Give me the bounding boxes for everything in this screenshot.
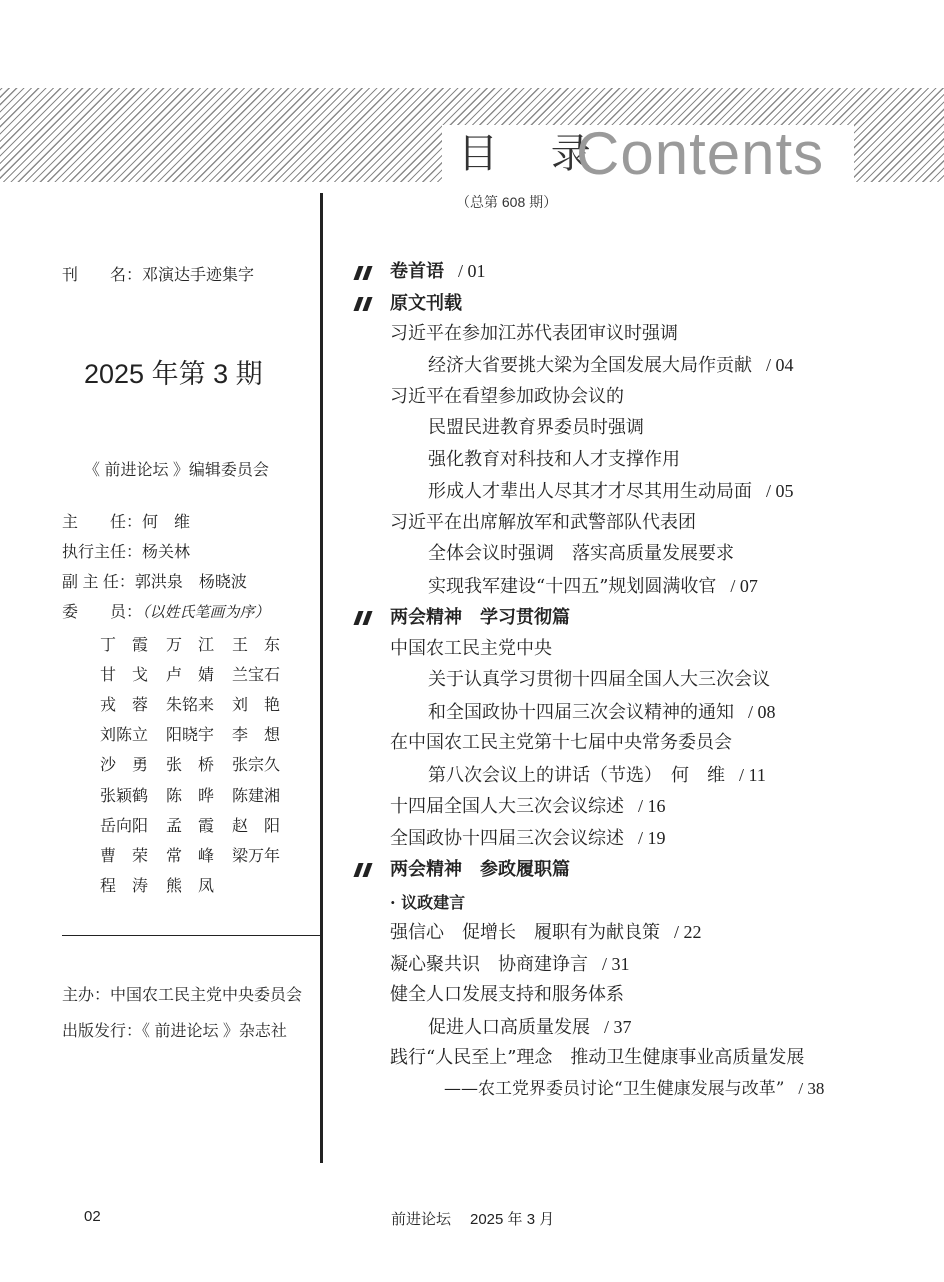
deputy-director-row: 副 主 任：郭洪泉 杨晓波 xyxy=(62,574,247,591)
toc-entry[interactable]: 强化教育对科技和人才支撑作用 xyxy=(428,449,680,470)
section-marker-icon xyxy=(354,266,376,280)
member-name: 刘陈立 xyxy=(100,727,149,745)
editorial-board-title: 《 前进论坛 》编辑委员会 xyxy=(84,462,269,479)
toc-entry[interactable]: 中国农工民主党中央 xyxy=(390,638,552,659)
member-name: 沙 勇 xyxy=(100,757,149,775)
toc-entry[interactable]: 十四届全国人大三次会议综述 / 16 xyxy=(390,796,666,817)
section-marker-icon xyxy=(354,863,376,877)
member-list xyxy=(100,628,298,900)
toc-entry[interactable]: 践行“人民至上”理念 推动卫生健康事业高质量发展 xyxy=(390,1047,805,1068)
toc-section[interactable]: 卷首语 / 01 xyxy=(390,261,486,281)
toc-entry[interactable]: 促进人口高质量发展 / 37 xyxy=(428,1017,632,1038)
members-label-row: 委 员：（以姓氏笔画为序） xyxy=(62,603,270,621)
member-name: 曹 荣 xyxy=(100,847,149,865)
toc-entry[interactable]: 和全国政协十四届三次会议精神的通知 / 08 xyxy=(428,702,776,723)
page-title-english: Contents xyxy=(576,120,825,187)
member-name: 熊 凤 xyxy=(166,878,215,896)
member-name: 常 峰 xyxy=(166,847,215,865)
toc-section[interactable]: 两会精神 学习贯彻篇 xyxy=(390,607,570,627)
member-row xyxy=(100,870,298,900)
publication-name: 刊 名：邓演达手迹集字 xyxy=(62,267,255,284)
toc-entry[interactable]: 形成人才辈出人尽其才才尽其用生动局面 / 05 xyxy=(428,481,794,502)
column-divider xyxy=(320,193,323,1163)
toc-section[interactable]: 两会精神 参政履职篇 xyxy=(390,859,570,879)
toc-entry[interactable]: 凝心聚共识 协商建诤言 / 31 xyxy=(390,954,630,975)
section-marker-icon xyxy=(354,611,376,625)
member-name: 陈建湘 xyxy=(232,787,281,805)
toc-entry[interactable]: 关于认真学习贯彻十四届全国人大三次会议 xyxy=(428,669,770,690)
member-name: 刘 艳 xyxy=(232,696,281,714)
toc-entry[interactable]: 习近平在出席解放军和武警部队代表团 xyxy=(390,512,696,533)
total-issue-number: （总第 608 期） xyxy=(456,194,558,210)
member-name: 甘 戈 xyxy=(100,666,149,684)
member-name: 王 东 xyxy=(232,636,281,654)
left-divider-line xyxy=(62,935,320,936)
toc-entry[interactable]: 强信心 促增长 履职有为献良策 / 22 xyxy=(390,922,702,943)
member-row xyxy=(100,658,298,688)
toc-subheading: · 议政建言 xyxy=(390,893,466,912)
page-title-chinese: 目 录 xyxy=(458,131,611,177)
toc-entry[interactable]: 习近平在参加江苏代表团审议时强调 xyxy=(390,323,678,344)
toc-entry[interactable]: 民盟民进教育界委员时强调 xyxy=(428,417,644,438)
member-name: 卢 婧 xyxy=(166,666,215,684)
member-row xyxy=(100,719,298,749)
footer-date: 2025 年 3 月 xyxy=(470,1211,555,1228)
member-name: 丁 霞 xyxy=(100,636,149,654)
member-name: 梁万年 xyxy=(232,847,281,865)
member-row xyxy=(100,839,298,869)
member-row xyxy=(100,688,298,718)
toc-entry[interactable]: 全体会议时强调 落实高质量发展要求 xyxy=(428,543,734,564)
director-row: 主 任：何 维 xyxy=(62,514,191,531)
member-name: 李 想 xyxy=(232,727,281,745)
toc-entry[interactable]: 第八次会议上的讲话（节选） 何 维 / 11 xyxy=(428,765,766,786)
toc-entry[interactable]: 习近平在看望参加政协会议的 xyxy=(390,386,624,407)
toc-entry[interactable]: 在中国农工民主党第十七届中央常务委员会 xyxy=(390,732,732,753)
member-name: 孟 霞 xyxy=(166,817,215,835)
toc-section[interactable]: 原文刊载 xyxy=(390,293,462,313)
toc-entry[interactable]: 健全人口发展支持和服务体系 xyxy=(390,984,624,1005)
toc-entry[interactable]: 全国政协十四届三次会议综述 / 19 xyxy=(390,828,666,849)
member-row xyxy=(100,628,298,658)
member-name: 朱铭来 xyxy=(166,696,215,714)
member-name: 万 江 xyxy=(166,636,215,654)
member-name: 张宗久 xyxy=(232,757,281,775)
member-name: 张颖鹤 xyxy=(100,787,149,805)
publisher-line: 出版发行：《 前进论坛 》杂志社 xyxy=(62,1023,287,1040)
member-name: 戎 蓉 xyxy=(100,696,149,714)
member-name: 岳向阳 xyxy=(100,817,149,835)
member-row xyxy=(100,749,298,779)
member-row xyxy=(100,779,298,809)
member-row xyxy=(100,809,298,839)
sponsor-line: 主办：中国农工民主党中央委员会 xyxy=(62,987,303,1004)
member-name: 陈 晔 xyxy=(166,787,215,805)
toc-entry[interactable]: 实现我军建设“十四五”规划圆满收官 / 07 xyxy=(428,576,758,597)
issue-title: 2025 年第 3 期 xyxy=(84,359,263,389)
toc-entry[interactable]: ——农工党界委员讨论“卫生健康发展与改革” / 38 xyxy=(444,1079,825,1099)
member-name: 张 桥 xyxy=(166,757,215,775)
member-name: 程 涛 xyxy=(100,878,149,896)
member-name: 赵 阳 xyxy=(232,817,281,835)
page-number: 02 xyxy=(84,1208,101,1225)
member-name: 阳晓宇 xyxy=(166,727,215,745)
exec-director-row: 执行主任：杨关林 xyxy=(62,544,191,561)
footer-magazine-name: 前进论坛 xyxy=(391,1211,452,1228)
toc-entry[interactable]: 经济大省要挑大梁为全国发展大局作贡献 / 04 xyxy=(428,355,794,376)
member-name: 兰宝石 xyxy=(232,666,281,684)
section-marker-icon xyxy=(354,297,376,311)
